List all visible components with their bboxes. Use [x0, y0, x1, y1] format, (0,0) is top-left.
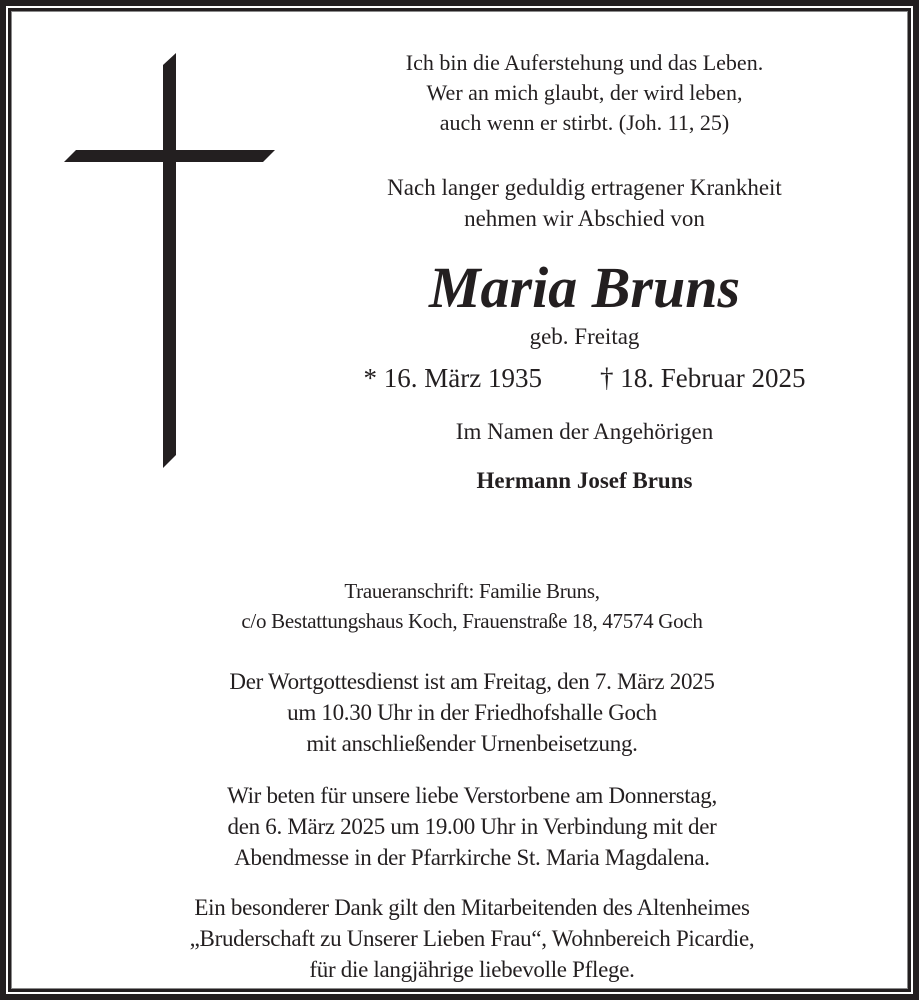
mourning-address — [72, 576, 872, 636]
service-line: um 10.30 Uhr in der Friedhofshalle Goch — [287, 700, 657, 725]
thanks-note — [52, 892, 892, 985]
intro-line: Nach langer geduldig ertragener Krankheit — [387, 175, 782, 200]
prayer-line: Wir beten für unsere liebe Verstorbene am Donnerstag, — [227, 783, 717, 808]
maiden-name: geb. Freitag — [529, 324, 640, 349]
birth-date: * 16. März 1935 — [363, 363, 542, 393]
service-line: mit anschließender Urnenbeisetzung. — [306, 731, 638, 756]
farewell-intro — [312, 172, 857, 234]
intro-line: nehmen wir Abschied von — [464, 206, 705, 231]
bible-verse — [312, 48, 857, 138]
latin-cross-icon — [12, 12, 312, 482]
prayer-info — [72, 780, 872, 873]
verse-line: Ich bin die Auferstehung und das Leben. — [405, 50, 764, 75]
verse-line: auch wenn er stirbt. (Joh. 11, 25) — [439, 110, 730, 135]
funeral-service-info — [72, 666, 872, 759]
signer-name: Hermann Josef Bruns — [476, 468, 693, 493]
obituary-page — [12, 12, 907, 988]
life-dates — [312, 360, 857, 396]
deceased-name: Maria Bruns — [428, 255, 741, 320]
thanks-line: Ein besonderer Dank gilt den Mitarbeitenden des Altenheimes — [194, 895, 750, 920]
prayer-line: den 6. März 2025 um 19.00 Uhr in Verbindung mit der — [227, 814, 717, 839]
verse-line: Wer an mich glaubt, der wird leben, — [426, 80, 743, 105]
prayer-line: Abendmesse in der Pfarrkirche St. Maria Magdalena. — [234, 845, 710, 870]
death-date: † 18. Februar 2025 — [600, 363, 806, 393]
address-line: c/o Bestattungshaus Koch, Frauenstraße 18, 47574 Goch — [241, 609, 703, 633]
thanks-line: für die langjährige liebevolle Pflege. — [309, 957, 635, 982]
on-behalf-label: Im Namen der Angehörigen — [455, 419, 714, 444]
service-line: Der Wortgottesdienst ist am Freitag, den 7. März 2025 — [229, 669, 715, 694]
address-line: Traueranschrift: Familie Bruns, — [344, 579, 600, 603]
thanks-line: „Bruderschaft zu Unserer Lieben Frau“, Wohnbereich Picardie, — [189, 926, 755, 951]
